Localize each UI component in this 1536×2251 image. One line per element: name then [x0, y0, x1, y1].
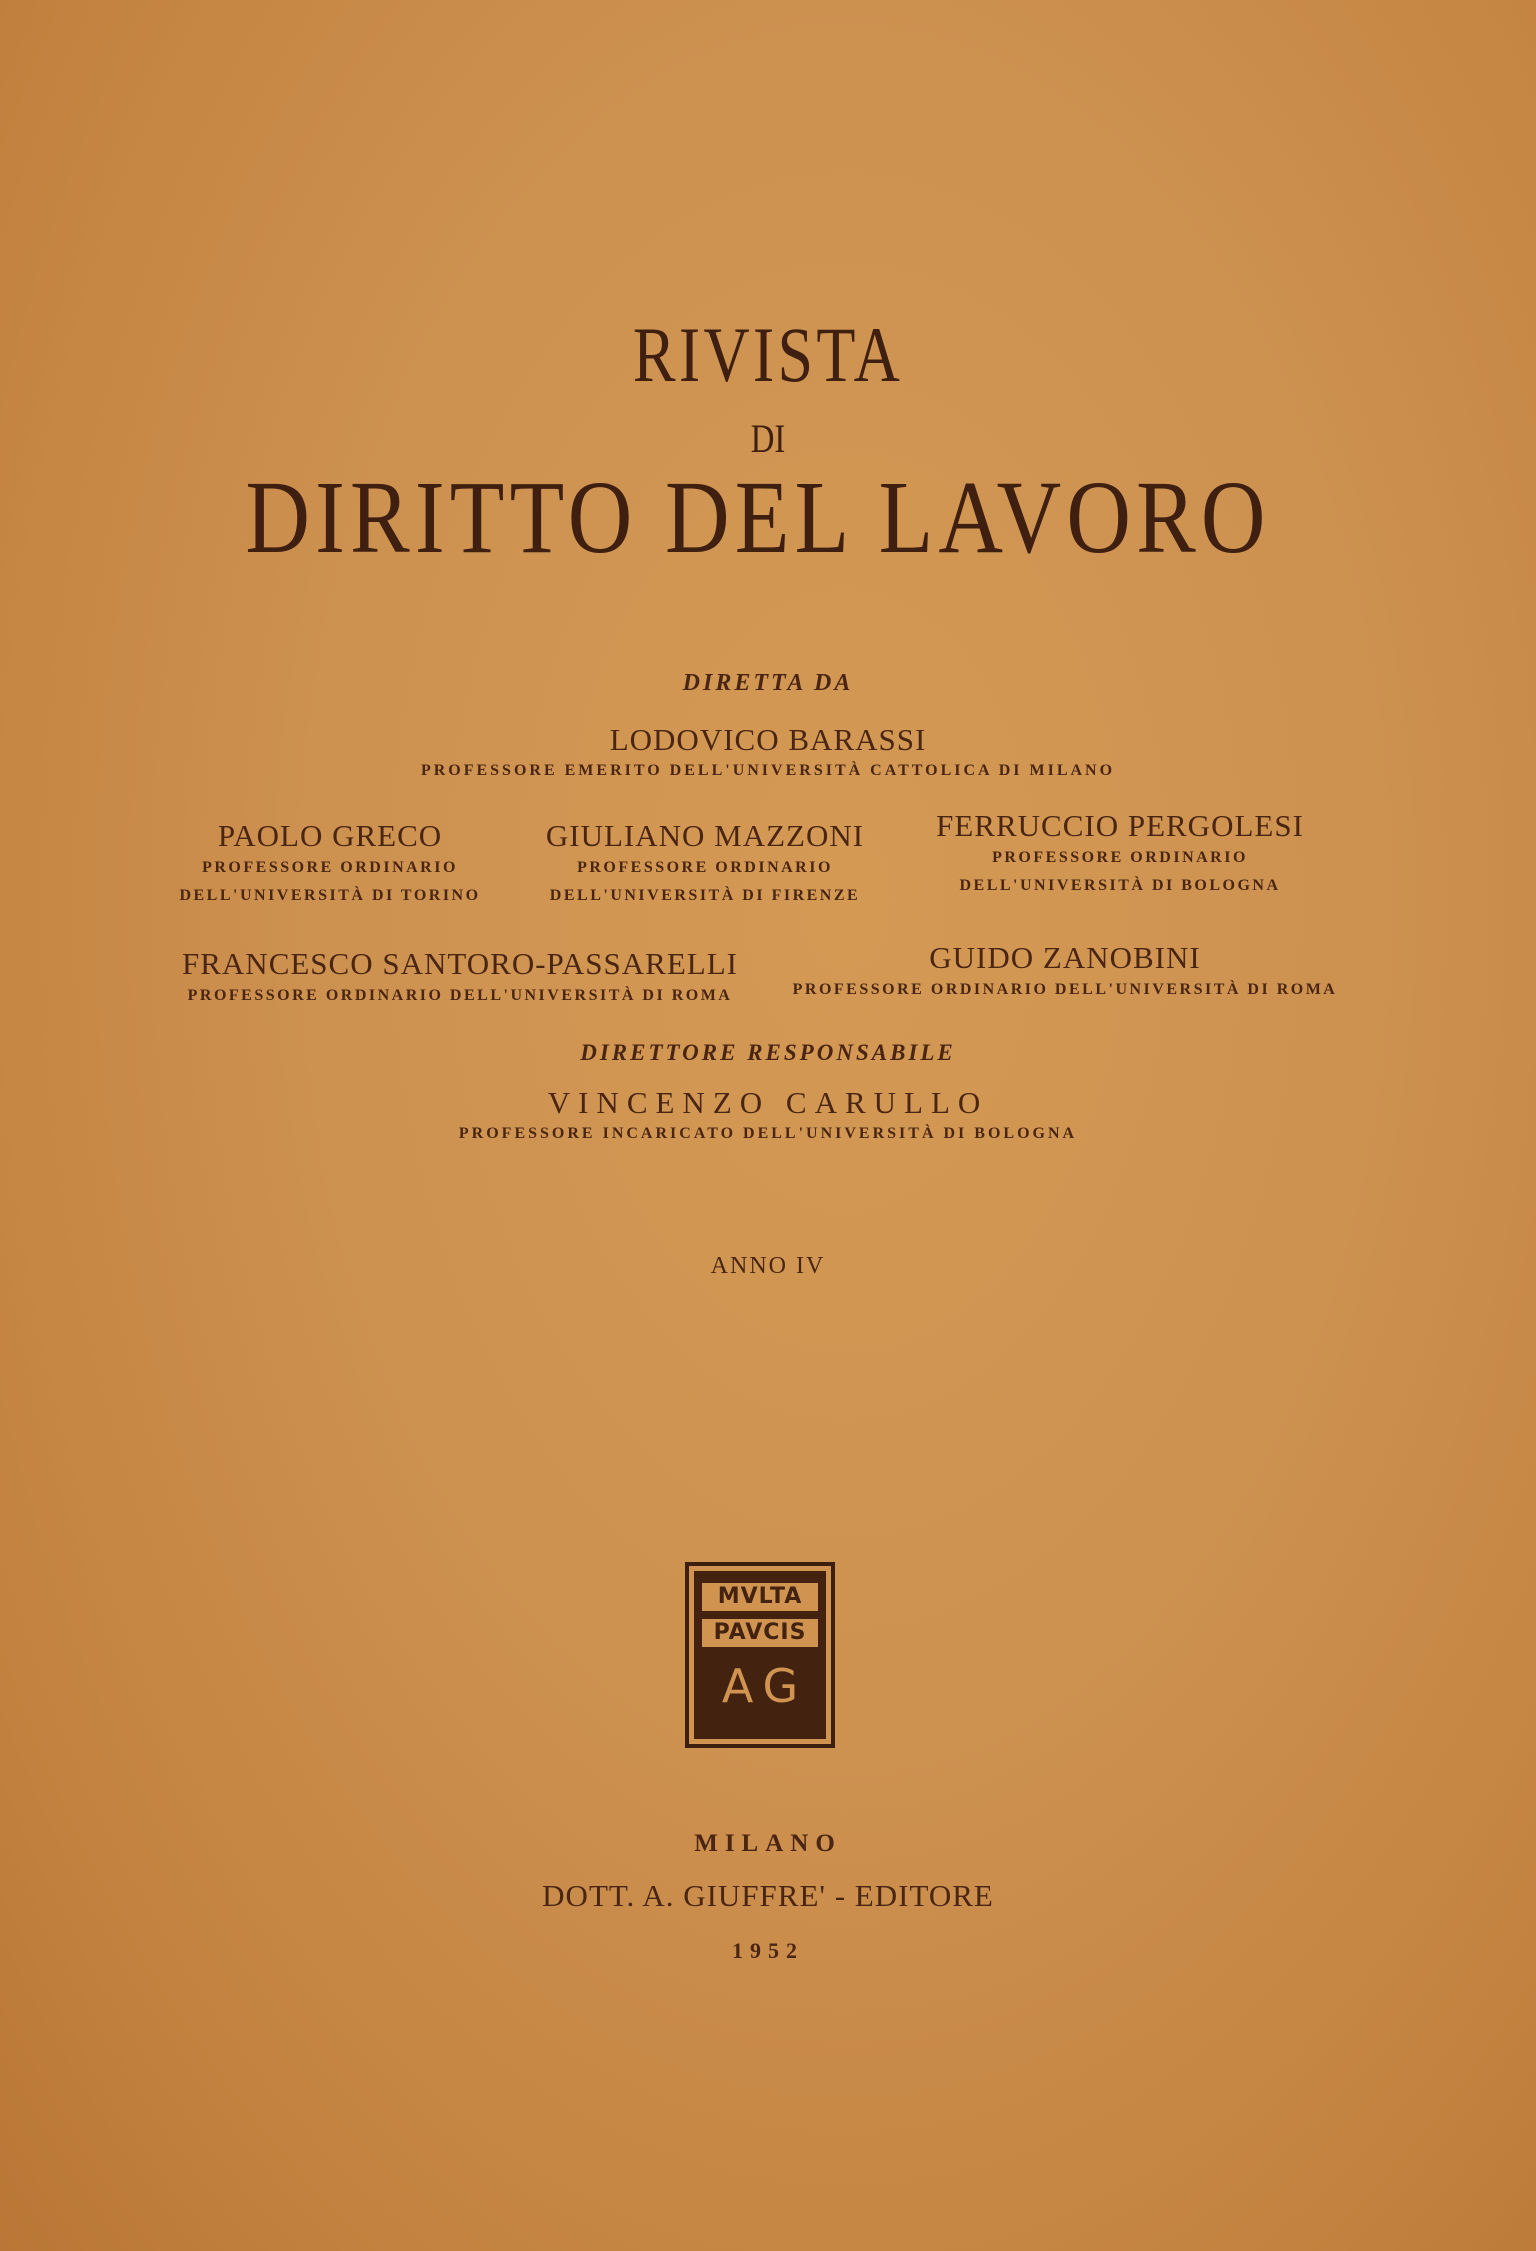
logo-motto-line-1: MVLTA [702, 1583, 818, 1611]
responsible-director-name: VINCENZO CARULLO [547, 1085, 989, 1120]
editor-block [160, 818, 500, 910]
editor-affiliation: DELL'UNIVERSITÀ DI TORINO [179, 887, 481, 904]
editor-title: PROFESSORE ORDINARIO [577, 859, 833, 876]
editor-block [780, 940, 1350, 1004]
editor-block [150, 946, 770, 1010]
editor-name: PAOLO GRECO [217, 818, 443, 853]
journal-title-line-2: DI [750, 416, 786, 461]
editor-affiliation: PROFESSORE ORDINARIO DELL'UNIVERSITÀ DI ROMA [187, 987, 733, 1004]
responsible-director-label: DIRETTORE RESPONSABILE [580, 1040, 956, 1065]
editor-name: FERRUCCIO PERGOLESI [936, 808, 1304, 843]
imprint-publisher: DOTT. A. GIUFFRE' - EDITORE [542, 1878, 994, 1913]
editor-title: PROFESSORE ORDINARIO [202, 859, 458, 876]
directed-by-label: DIRETTA DA [682, 670, 854, 696]
imprint-city: MILANO [694, 1830, 842, 1857]
editor-block [520, 818, 890, 910]
responsible-director-affiliation: PROFESSORE INCARICATO DELL'UNIVERSITÀ DI BOLOGNA [458, 1125, 1078, 1142]
journal-title-line-3: DIRITTO DEL LAVORO [245, 460, 1271, 575]
logo-motto-line-2: PAVCIS [702, 1619, 818, 1647]
editor-affiliation: DELL'UNIVERSITÀ DI BOLOGNA [959, 877, 1281, 894]
chief-editor-affiliation: PROFESSORE EMERITO DELL'UNIVERSITÀ CATTOLICA DI MILANO [420, 762, 1116, 779]
publisher-logo-icon [685, 1562, 835, 1748]
volume-year: ANNO IV [710, 1253, 826, 1279]
editor-name: GUIDO ZANOBINI [929, 940, 1201, 975]
editor-affiliation: DELL'UNIVERSITÀ DI FIRENZE [549, 887, 861, 904]
editor-affiliation: PROFESSORE ORDINARIO DELL'UNIVERSITÀ DI ROMA [792, 981, 1338, 998]
imprint-year: 1952 [732, 1938, 804, 1963]
editor-name: GIULIANO MAZZONI [545, 818, 865, 853]
editor-title: PROFESSORE ORDINARIO [992, 849, 1248, 866]
logo-monogram: AG [721, 1659, 809, 1713]
editor-name: FRANCESCO SANTORO-PASSARELLI [182, 946, 738, 981]
journal-title-line-1: RIVISTA [632, 311, 904, 398]
editor-block [900, 808, 1340, 900]
chief-editor-name: LODOVICO BARASSI [609, 722, 927, 757]
